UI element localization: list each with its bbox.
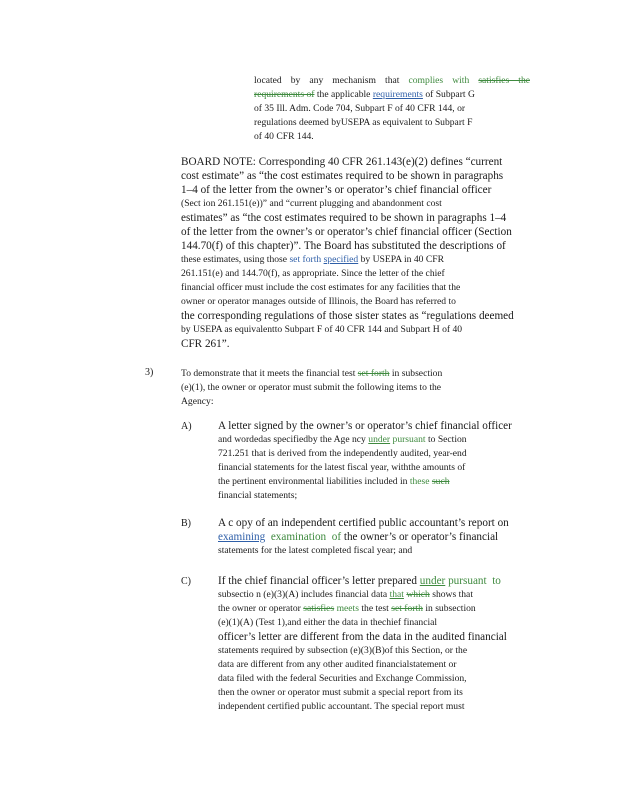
board-note-line: 144.70(f) of this chapter)”. The Board has substituted the descriptions of (181, 240, 506, 252)
board-note-line: estimates” as “the cost estimates required to be shown in paragraphs 1–4 (181, 212, 507, 224)
item-b-line: statements for the latest completed fiscal year; and (218, 545, 413, 556)
item-c-number: C) (181, 576, 191, 587)
item-c-line: officer’s letter are different from the data in the audited financial (218, 631, 507, 643)
board-note-line: by USEPA as equivalentto Subpart F of 40 CFR 144 and Subpart H of 40 (181, 324, 463, 335)
item-c-line: (e)(1)(A) (Test 1),and either the data in thechief financial (218, 617, 438, 628)
board-note (181, 155, 535, 351)
board-note-line: these estimates, using those set forth specified by USEPA in 40 CFR (181, 254, 444, 265)
item-b-number: B) (181, 518, 191, 529)
intro-line: of 40 CFR 144. (254, 131, 314, 142)
item-c-line: If the chief financial officer’s letter prepared under pursuant to (218, 575, 501, 587)
board-note-line: owner or operator manages outside of Illinois, the Board has referred to (181, 296, 456, 307)
item-3-text (181, 367, 509, 409)
item-3-line: (e)(1), the owner or operator must submit the following items to the (181, 382, 442, 393)
item-a-line: 721.251 that is derived from the independently audited, year-end (218, 448, 467, 459)
board-note-line: 261.151(e) and 144.70(f), as appropriate. Since the letter of the chief (181, 268, 445, 279)
item-c-line: the owner or operator satisfies meets the test set forth in subsection (218, 603, 476, 614)
board-note-line: (Sect ion 261.151(e))” and “current plugging and abandonment cost (181, 198, 442, 209)
intro-line: regulations deemed byUSEPA as equivalent to Subpart F (254, 117, 473, 128)
item-c-line: then the owner or operator must submit a special report from its (218, 687, 463, 698)
board-note-line: of the letter from the owner’s or operator’s chief financial officer (Section (181, 226, 512, 238)
item-c-line: data filed with the federal Securities and Exchange Commission, (218, 673, 467, 684)
board-note-line: cost estimate” as “the cost estimates required to be shown in paragraphs (181, 170, 504, 182)
item-b-line: examining examination of the owner’s or operator’s financial (218, 531, 499, 543)
board-note-line: BOARD NOTE: Corresponding 40 CFR 261.143(e)(2) defines “current (181, 156, 503, 168)
item-3-number: 3) (145, 367, 154, 378)
board-note-line: financial officer must include the cost estimates for any facilities that the (181, 282, 461, 293)
item-c-text (218, 574, 534, 714)
board-note-line: 1–4 of the letter from the owner’s or operator’s chief financial officer (181, 184, 492, 196)
item-c-line: independent certified public accountant. The special report must (218, 701, 465, 712)
item-3-line: Agency: (181, 396, 214, 407)
intro-line: requirements of the applicable requirements of Subpart G (254, 89, 475, 100)
item-c-line: data are different from any other audited financialstatement or (218, 659, 457, 670)
item-b-text (218, 516, 534, 558)
intro-line: of 35 Ill. Adm. Code 704, Subpart F of 40 CFR 144, or (254, 103, 466, 114)
item-c-line: statements required by subsection (e)(3)(B)of this Section, or the (218, 645, 468, 656)
intro-paragraph (254, 74, 530, 144)
item-a-text (218, 419, 534, 503)
intro-line: located by any mechanism that complies with satisfies the (254, 75, 530, 86)
item-a-line: financial statements; (218, 490, 298, 501)
item-a-number: A) (181, 421, 192, 432)
item-b-line: A c opy of an independent certified public accountant’s report on (218, 517, 509, 529)
item-c-line: subsectio n (e)(3)(A) includes financial data that which shows that (218, 589, 473, 600)
board-note-line: CFR 261”. (181, 338, 230, 350)
item-a-line: the pertinent environmental liabilities included in these such (218, 476, 450, 487)
item-a-line: and wordedas specifiedby the Age ncy under pursuant to Section (218, 434, 467, 445)
item-a-line: financial statements for the latest fiscal year, withthe amounts of (218, 462, 466, 473)
board-note-line: the corresponding regulations of those sister states as “regulations deemed (181, 310, 514, 322)
item-a-line: A letter signed by the owner’s or operator’s chief financial officer (218, 420, 512, 432)
item-3-line: To demonstrate that it meets the financial test set forth in subsection (181, 368, 443, 379)
